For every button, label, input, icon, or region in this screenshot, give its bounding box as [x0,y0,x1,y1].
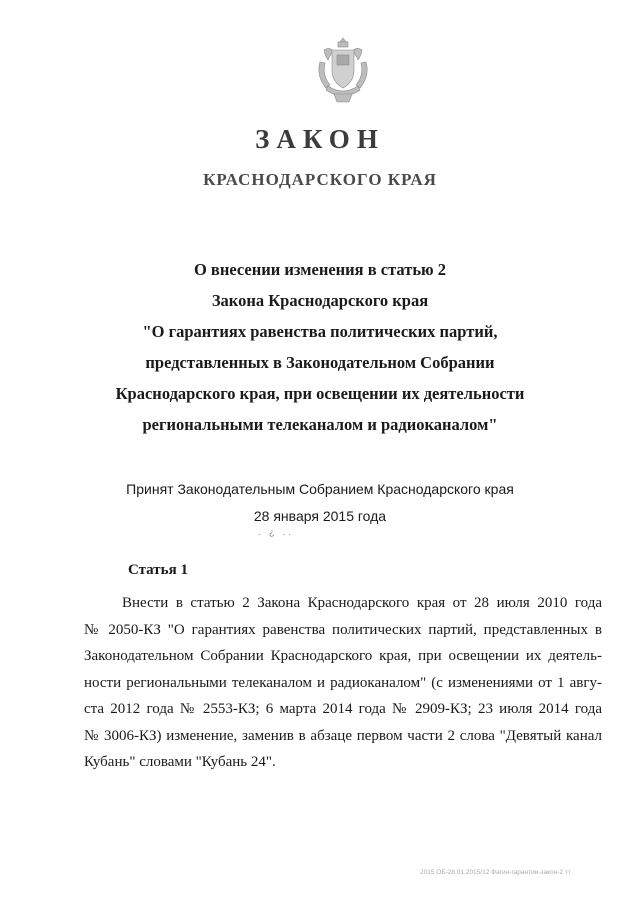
coat-of-arms-emblem [314,36,372,104]
adoption-date: 28 января 2015 года [253,508,387,524]
article-heading: Статья 1 [128,562,188,578]
article-line: ности региональными телеканалом и радиоканалом" (с изменениями от 1 авгу- [84,674,602,691]
article-line: Законодательном Собрании Краснодарского края, при освещении их деятель- [84,648,602,664]
law-heading: ЗАКОН [255,124,385,154]
law-title-line: представленных в Законодательном Собрании [145,353,495,372]
law-title [0,254,640,440]
law-region-heading: КРАСНОДАРСКОГО КРАЯ [203,170,437,189]
adoption-info [0,476,640,530]
law-title-line: Закона Краснодарского края [211,291,429,310]
article-line: Кубань" словами "Кубань 24". [84,754,276,770]
footer-file-mark: 2015 ОБ-28.01.2015/12 Фагин-гарантии-закон-2 тт [420,869,571,876]
law-title-line: региональными телеканалом и радиоканалом" [142,415,498,434]
law-title-line: "О гарантиях равенства политических партий, [142,322,498,341]
article-line: № 3006-КЗ) изменение, заменив в абзаце первом части 2 слова "Девятый канал [84,727,602,744]
law-title-line: Краснодарского края, при освещении их деятельности [115,384,525,403]
article-line: Внести в статью 2 Закона Краснодарского края от 28 июля 2010 года [122,595,602,611]
article-line: ста 2012 года № 2553-КЗ; 6 марта 2014 года № 2909-КЗ; 23 июля 2014 года [84,701,602,717]
article-line: № 2050-КЗ "О гарантиях равенства политических партий, представленных в [84,621,602,638]
law-title-line: О внесении изменения в статью 2 [193,260,447,279]
adoption-text: Принят Законодательным Собранием Краснодарского края [126,481,514,497]
handwritten-mark: . ¿ .. [258,527,294,537]
article-body [84,590,602,776]
